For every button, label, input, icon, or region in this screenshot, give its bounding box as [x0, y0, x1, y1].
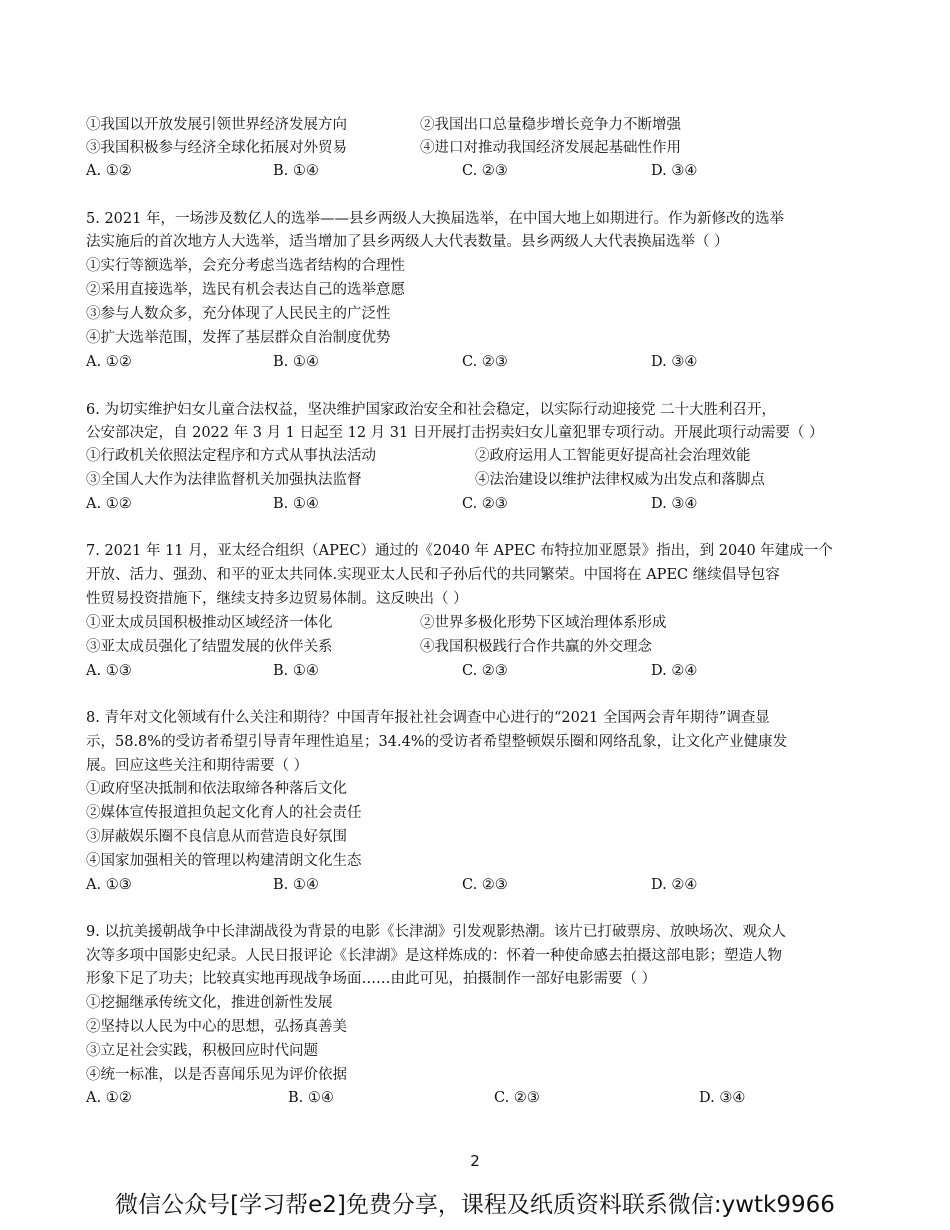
q6-option-b: B. ①④	[273, 496, 319, 512]
q6-option-c: C. ②③	[462, 496, 508, 512]
q9-stem-line-3: 形象下足了功夫；比较真实地再现战争场面……由此可见，拍摄制作一部好电影需要（ ）	[86, 971, 657, 987]
footer-notice: 微信公众号[学习帮e2]免费分享，课程及纸质资料联系微信:ywtk9966	[115, 1192, 835, 1218]
q6-statement-2: ②政府运用人工智能更好提高社会治理效能	[475, 448, 751, 464]
q4-option-a: A. ①②	[86, 163, 132, 179]
q9-statement-4: ④统一标准，以是否喜闻乐见为评价依据	[86, 1067, 347, 1083]
q6-stem-line-1: 6. 为切实维护妇女儿童合法权益，坚决维护国家政治安全和社会稳定，以实际行动迎接党 二十大胜利召开，	[86, 402, 777, 418]
q7-statement-2: ②世界多极化形势下区域治理体系形成	[420, 615, 667, 631]
q8-option-d: D. ②④	[651, 877, 698, 893]
q8-option-b: B. ①④	[273, 877, 319, 893]
q4-statement-4: ④进口对推动我国经济发展起基础性作用	[420, 140, 681, 156]
q7-statement-4: ④我国积极践行合作共赢的外交理念	[420, 639, 652, 655]
q7-option-a: A. ①③	[86, 663, 132, 679]
q9-option-a: A. ①②	[86, 1090, 132, 1106]
q4-option-b: B. ①④	[273, 163, 319, 179]
q9-option-d: D. ③④	[699, 1090, 746, 1106]
q7-stem-line-1: 7. 2021 年 11 月，亚太经合组织（APEC）通过的《2040 年 APEC 布特拉加亚愿景》指出，到 2040 年建成一个	[86, 543, 833, 559]
q6-statement-4: ④法治建设以维护法律权威为出发点和落脚点	[475, 472, 765, 488]
q9-statement-2: ②坚持以人民为中心的思想，弘扬真善美	[86, 1019, 347, 1035]
q8-option-a: A. ①③	[86, 877, 132, 893]
q8-option-c: C. ②③	[462, 877, 508, 893]
q6-option-d: D. ③④	[651, 496, 698, 512]
q7-option-b: B. ①④	[273, 663, 319, 679]
q5-option-c: C. ②③	[462, 354, 508, 370]
q9-stem-line-1: 9. 以抗美援朝战争中长津湖战役为背景的电影《长津湖》引发观影热潮。该片已打破票房、放映场次、观众人	[86, 924, 786, 940]
q5-stem-line-2: 法实施后的首次地方人大选举，适当增加了县乡两级人大代表数量。县乡两级人大代表换届选举（ ）	[86, 234, 729, 250]
q7-stem-line-2: 开放、活力、强劲、和平的亚太共同体.实现亚太人民和子孙后代的共同繁荣。中国将在 APEC 继续倡导包容	[86, 567, 780, 583]
q8-stem-line-1: 8. 青年对文化领域有什么关注和期待？中国青年报社社会调查中心进行的“2021 全国两会青年期待”调查显	[86, 710, 770, 726]
q9-stem-line-2: 次等多项中国影史纪录。人民日报评论《长津湖》是这样炼成的：怀着一种使命感去拍摄这部电影；塑造人物	[86, 948, 782, 964]
q8-statement-1: ①政府坚决抵制和依法取缔各种落后文化	[86, 781, 347, 797]
q5-option-a: A. ①②	[86, 354, 132, 370]
q4-statement-1: ①我国以开放发展引领世界经济发展方向	[86, 117, 347, 133]
q5-option-b: B. ①④	[273, 354, 319, 370]
q6-statement-1: ①行政机关依照法定程序和方式从事执法活动	[86, 448, 376, 464]
q4-statement-3: ③我国积极参与经济全球化拓展对外贸易	[86, 140, 347, 156]
q4-statement-2: ②我国出口总量稳步增长竞争力不断增强	[420, 117, 681, 133]
q7-statement-3: ③亚太成员强化了结盟发展的伙伴关系	[86, 639, 333, 655]
q8-stem-line-2: 示，58.8%的受访者希望引导青年理性追星；34.4%的受访者希望整顿娱乐圈和网络乱象，让文化产业健康发	[86, 734, 788, 750]
q7-stem-line-3: 性贸易投资措施下，继续支持多边贸易体制。这反映出（ ）	[86, 591, 468, 607]
q6-statement-3: ③全国人大作为法律监督机关加强执法监督	[86, 472, 362, 488]
q5-statement-2: ②采用直接选举，选民有机会表达自己的选举意愿	[86, 282, 405, 298]
q9-statement-1: ①挖掘继承传统文化，推进创新性发展	[86, 995, 333, 1011]
q8-statement-2: ②媒体宣传报道担负起文化育人的社会责任	[86, 805, 362, 821]
q5-option-d: D. ③④	[651, 354, 698, 370]
q5-statement-1: ①实行等额选举，会充分考虑当选者结构的合理性	[86, 258, 405, 274]
q7-statement-1: ①亚太成员国积极推动区域经济一体化	[86, 615, 333, 631]
q8-stem-line-3: 展。回应这些关注和期待需要（ ）	[86, 758, 309, 774]
q9-option-c: C. ②③	[494, 1090, 540, 1106]
q8-statement-3: ③屏蔽娱乐圈不良信息从而营造良好氛围	[86, 829, 347, 845]
q4-option-d: D. ③④	[651, 163, 698, 179]
q4-option-c: C. ②③	[462, 163, 508, 179]
q9-statement-3: ③立足社会实践，积极回应时代问题	[86, 1043, 318, 1059]
q5-statement-3: ③参与人数众多，充分体现了人民民主的广泛性	[86, 306, 391, 322]
q7-option-c: C. ②③	[462, 663, 508, 679]
q6-option-a: A. ①②	[86, 496, 132, 512]
q9-option-b: B. ①④	[288, 1090, 334, 1106]
q5-statement-4: ④扩大选举范围，发挥了基层群众自治制度优势	[86, 330, 391, 346]
page-number: 2	[470, 1152, 480, 1170]
q6-stem-line-2: 公安部决定，自 2022 年 3 月 1 日起至 12 月 31 日开展打击拐卖妇女儿童犯罪专项行动。开展此项行动需要（ ）	[86, 425, 824, 441]
q5-stem-line-1: 5. 2021 年，一场涉及数亿人的选举——县乡两级人大换届选举，在中国大地上如期进行。作为新修改的选举	[86, 211, 784, 227]
q8-statement-4: ④国家加强相关的管理以构建清朗文化生态	[86, 853, 362, 869]
q7-option-d: D. ②④	[651, 663, 698, 679]
